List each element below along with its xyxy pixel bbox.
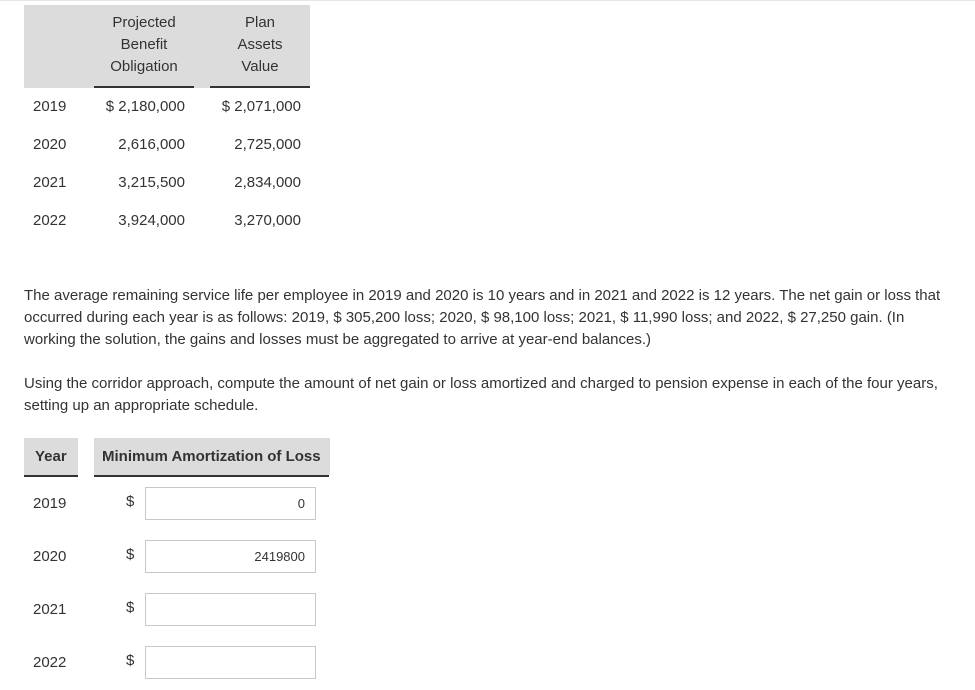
- currency-symbol: $: [126, 599, 135, 616]
- table-row-year: 2022: [33, 212, 67, 229]
- schedule-row-year: 2022: [33, 654, 67, 671]
- table-row-year: 2020: [33, 136, 67, 153]
- plan-assets-column-header: Plan Assets Value: [237, 14, 283, 75]
- pbo-header-rule: [94, 86, 194, 88]
- table-row-pbo: 3,924,000: [118, 212, 185, 229]
- plan-assets-header-rule: [210, 86, 310, 88]
- amortization-input-2022[interactable]: [145, 646, 316, 679]
- top-divider: [0, 0, 975, 1]
- year-header-rule: [24, 475, 78, 477]
- table-row-plan-assets: 3,270,000: [234, 212, 301, 229]
- table-row-pbo: $ 2,180,000: [105, 98, 185, 115]
- amortization-input-2020[interactable]: [145, 540, 316, 573]
- table-row-plan-assets: 2,725,000: [234, 136, 301, 153]
- currency-symbol: $: [126, 493, 135, 510]
- problem-description-paragraph: The average remaining service life per employee in 2019 and 2020 is 10 years and in 2021 and 2022 is 12 years. The net gain or loss that occurred during each year is as follows: 2019, $ 305,200 loss; 2020, $ 98,100 loss; 2021, $ 11,990 loss; and 2022, $ 27,250 gain. (In working the solution, the gains and losses must be aggregated to arrive at year-end balances.): [24, 287, 941, 348]
- amortization-header-rule: [94, 475, 329, 477]
- table-row-year: 2021: [33, 174, 67, 191]
- amortization-input-2019[interactable]: [145, 487, 316, 520]
- year-column-header: Year: [35, 448, 67, 465]
- instruction-paragraph: Using the corridor approach, compute the amount of net gain or loss amortized and charged to pension expense in each of the four years, setting up an appropriate schedule.: [24, 375, 938, 414]
- schedule-row-year: 2020: [33, 548, 67, 565]
- table-row-pbo: 3,215,500: [118, 174, 185, 191]
- currency-symbol: $: [126, 546, 135, 563]
- pbo-column-header: Projected Benefit Obligation: [110, 14, 178, 75]
- schedule-row-year: 2021: [33, 601, 67, 618]
- schedule-row-year: 2019: [33, 495, 67, 512]
- table-row-plan-assets: $ 2,071,000: [221, 98, 301, 115]
- amortization-input-2021[interactable]: [145, 593, 316, 626]
- amortization-column-header: Minimum Amortization of Loss: [102, 448, 321, 465]
- currency-symbol: $: [126, 652, 135, 669]
- table-row-pbo: 2,616,000: [118, 136, 185, 153]
- table-row-year: 2019: [33, 98, 67, 115]
- table-row-plan-assets: 2,834,000: [234, 174, 301, 191]
